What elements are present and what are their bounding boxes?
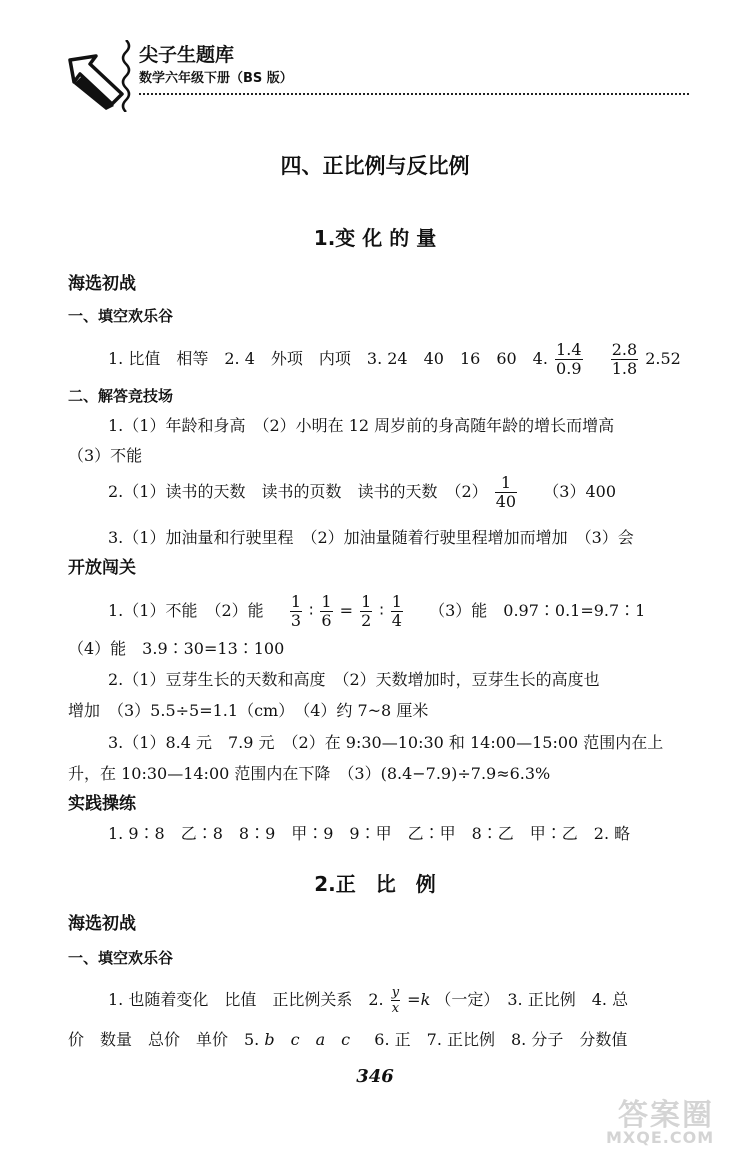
book-subtitle: 数学六年级下册（BS 版）	[139, 71, 293, 86]
tiankong-answer-line: 1. 比值 相等 2. 4 外项 内项 3. 24 40 16 60 4. $\frac{1.4}{0.9}$ $\frac{2.8}{1.8}$ 2.52	[108, 340, 681, 378]
fraction-1-6: $\frac{1}{6}$	[321, 592, 332, 630]
lesson-2-subsection-tiankong: 一、填空欢乐谷	[68, 949, 174, 967]
jieda-q1-line1: 1.（1）年龄和身高 （2）小明在 12 周岁前的身高随年龄的增长而增高	[108, 416, 615, 435]
header-dotted-rule	[139, 93, 689, 95]
jieda-q3: 3.（1）加油量和行驶里程 （2）加油量随着行驶里程增加而增加 （3）会	[108, 528, 634, 547]
section-kaifang: 开放闯关	[68, 558, 136, 578]
page-number: 346	[356, 1066, 394, 1087]
shijian-q1: 1. 9∶8 乙∶8 8∶9 甲∶9 9∶甲 乙∶甲 8∶乙 甲∶乙 2. 略	[108, 824, 631, 843]
fraction-1-4: $\frac{1}{4}$	[391, 592, 402, 630]
section-haixuan: 海选初战	[68, 274, 136, 294]
lesson-2-body	[68, 910, 708, 1060]
kaifang-q3-line1: 3.（1）8.4 元 7.9 元 （2）在 9:30—10:30 和 14:00—15:00 范围内在上	[108, 733, 664, 752]
lesson-1-body	[68, 270, 708, 860]
chapter-title: 四、正比例与反比例	[280, 154, 470, 178]
subsection-tiankong: 一、填空欢乐谷	[68, 307, 174, 325]
jieda-q1-line2: （3）不能	[68, 446, 143, 465]
kaifang-q1-line2: （4）能 3.9∶30=13∶100	[68, 639, 285, 658]
lesson-2-tiankong-line2: 价 数量 总价 单价 5. b c a c 6. 正 7. 正比例 8. 分子 分数值	[68, 1030, 628, 1049]
lesson-2-tiankong-line1: 1. 也随着变化 比值 正比例关系 2. $\frac{y}{x}$ =k （一定） 3. 正比例 4. 总	[108, 985, 629, 1016]
watermark-logo: 答案圈	[618, 1098, 714, 1133]
subsection-jieda: 二、解答竞技场	[68, 387, 174, 405]
header	[0, 0, 750, 110]
fraction-2.8-1.8: $\frac{2.8}{1.8}$	[611, 340, 638, 378]
lesson-1-title: 1.变 化 的 量	[313, 226, 437, 250]
kaifang-q2-line2: 增加 （3）5.5÷5=1.1（cm） （4）约 7~8 厘米	[68, 701, 429, 720]
lesson-2-section-haixuan: 海选初战	[68, 914, 136, 934]
section-shijian: 实践操练	[68, 794, 136, 814]
watermark	[600, 1088, 748, 1148]
fraction-y-x: $\frac{y}{x}$	[391, 985, 400, 1016]
wavy-divider-icon	[120, 40, 132, 112]
book-title: 尖子生题库	[139, 44, 235, 66]
lesson-2-title: 2.正 比 例	[314, 872, 436, 896]
jieda-q2: 2.（1）读书的天数 读书的页数 读书的天数 （2） $\frac{1}{40}$ （3）400	[108, 473, 617, 511]
fraction-1-2: $\frac{1}{2}$	[361, 592, 372, 630]
kaifang-q1-line1: 1.（1）不能 （2）能 $\frac{1}{3}$ ∶ $\frac{1}{6}$ = $\frac{1}{2}$ ∶ $\frac{1}{4}$ （3）能 0.97∶0.1=9.7∶1	[108, 592, 646, 630]
kaifang-q3-line2: 升，在 10:30—14:00 范围内在下降 （3）(8.4−7.9)÷7.9≈6.3%	[68, 764, 551, 783]
fraction-1-40: $\frac{1}{40}$	[495, 473, 517, 511]
watermark-site: MXQE.COM	[606, 1128, 715, 1147]
fraction-1.4-0.9: $\frac{1.4}{0.9}$	[556, 340, 582, 378]
kaifang-q2-line1: 2.（1）豆芽生长的天数和高度 （2）天数增加时，豆芽生长的高度也	[108, 670, 600, 689]
fraction-1-3: $\frac{1}{3}$	[290, 592, 302, 630]
